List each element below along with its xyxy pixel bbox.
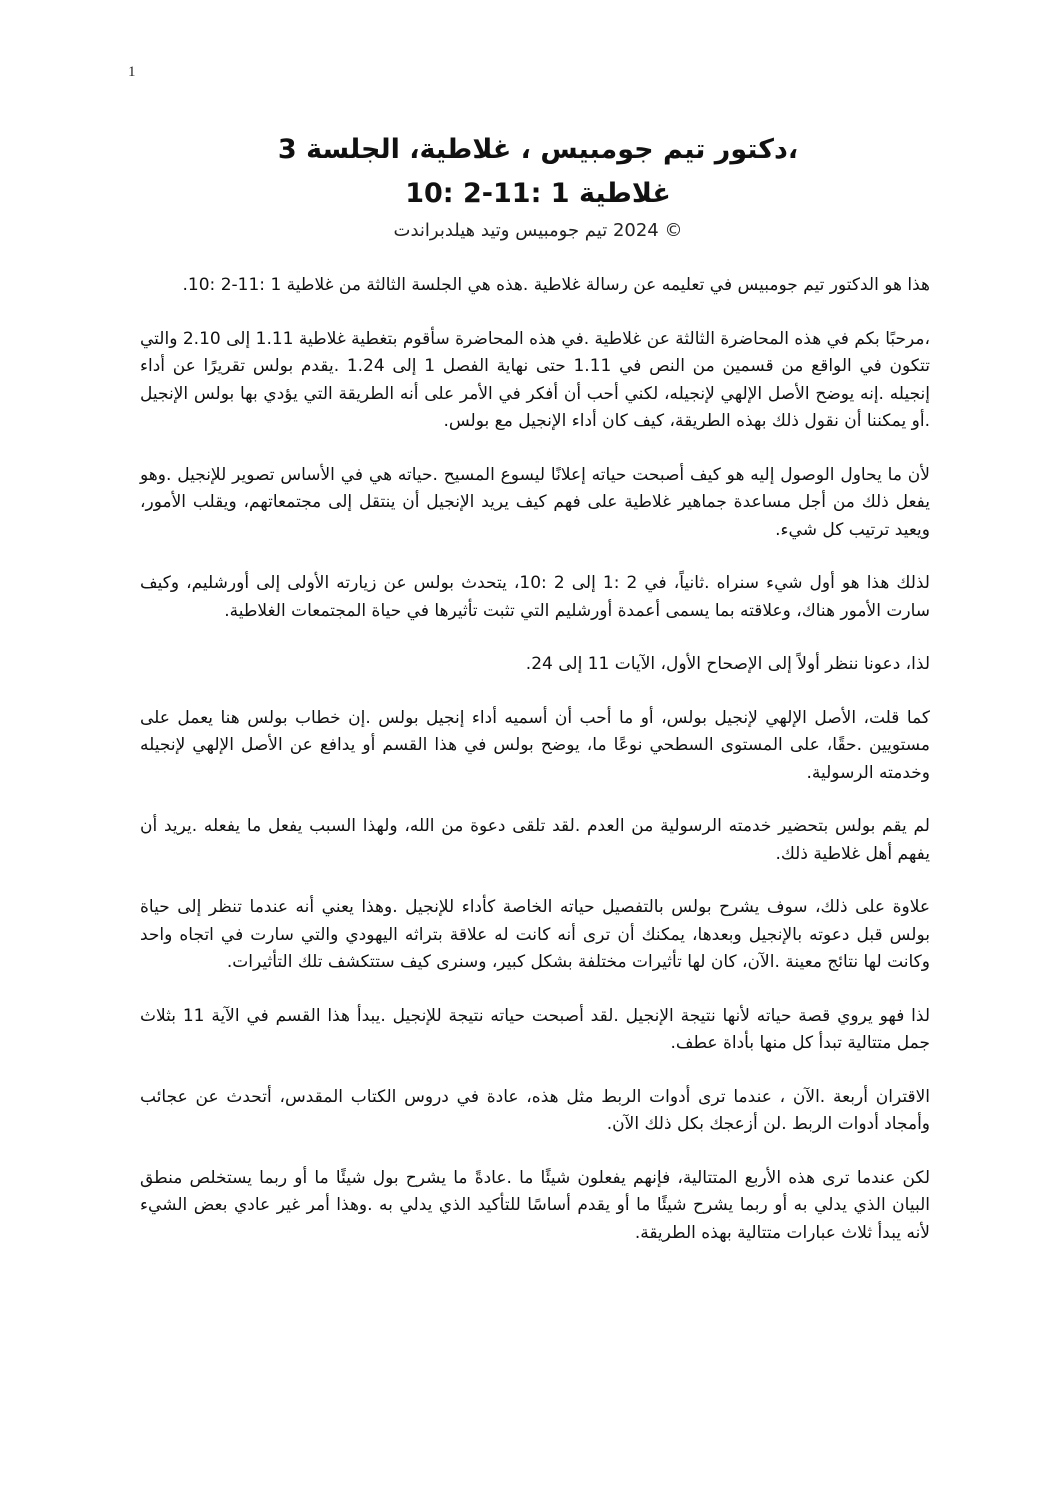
paragraph: هذا هو الدكتور تيم جومبيس في تعليمه عن رسالة غلاطية .هذه هي الجلسة الثالثة من غلاطية 1 :11-2 :10. [182, 275, 930, 295]
page-number: 1 [128, 64, 136, 80]
paragraph: لأن ما يحاول الوصول إليه هو كيف أصبحت حياته إعلانًا ليسوع المسيح .حياته هي في الأساس تصوير للإنجيل .وهو يفعل ذلك من أجل مساعدة جماهير غلاطية على فهم كيف يريد الإنجيل أن ينتقل إلى مجتمعاتهم، ويقلب الأمور، ويعيد ترتيب كل شيء. [140, 464, 930, 540]
paragraph: كما قلت، الأصل الإلهي لإنجيل بولس، أو ما أحب أن أسميه أداء إنجيل بولس .إن خطاب بولس هنا يعمل على مستويين .حقًا، على المستوى السطحي نوعًا ما، يوضح بولس في هذا القسم أو يدافع عن الأصل الإلهي لإنجيله وخدمته الرسولية. [140, 707, 930, 783]
copyright-line: © 2024 تيم جومبيس وتيد هيلدبراندت [393, 220, 683, 241]
paragraph: الاقتران أربعة .الآن ، عندما ترى أدوات الربط مثل هذه، عادة في دروس الكتاب المقدس، أتحدث عن عجائب وأمجاد أدوات الربط .لن أزعجك بكل ذلك الآن. [140, 1086, 930, 1134]
title-block [150, 128, 926, 246]
paragraph: علاوة على ذلك، سوف يشرح بولس بالتفصيل حياته الخاصة كأداء للإنجيل .وهذا يعني أنه عندما تنظر إلى حياة بولس قبل دعوته بالإنجيل وبعدها، يمكنك أن ترى أنه كانت له علاقة بتراثه اليهودي والتي سارت في اتجاه واحد وكانت لها نتائج معينة .الآن، كان لها تأثيرات مختلفة بشكل كبير، وسنرى كيف ستتكشف تلك التأثيرات. [140, 897, 930, 972]
paragraph: لذا فهو يروي قصة حياته لأنها نتيجة الإنجيل .لقد أصبحت حياته نتيجة للإنجيل .يبدأ هذا القسم في الآية 11 بثلاث جمل متتالية تبدأ كل منها بأداة عطف. [140, 1005, 930, 1053]
paragraph: لم يقم بولس بتحضير خدمته الرسولية من العدم .لقد تلقى دعوة من الله، ولهذا السبب يفعل ما يفعله .يريد أن يفهم أهل غلاطية ذلك. [140, 816, 930, 864]
paragraph: ،مرحبًا بكم في هذه المحاضرة الثالثة عن غلاطية .في هذه المحاضرة سأقوم بتغطية غلاطية 1.11 إلى 2.10 والتي تتكون في الواقع من قسمين من النص في 1.11 حتى نهاية الفصل 1 إلى 1.24 .يقدم بولس تقريرًا عن أداء إنجيله .إنه يوضح الأصل الإلهي لإنجيله، لكني أحب أن أفكر في الأمر على أنه الطريقة التي يؤدي بها بولس الإنجيل .أو يمكننا أن نقول ذلك بهذه الطريقة، كيف كان أداء الإنجيل مع بولس. [140, 328, 930, 431]
paragraph: لذا، دعونا ننظر أولاً إلى الإصحاح الأول، الآيات 11 إلى 24. [525, 654, 930, 674]
paragraph: لذلك هذا هو أول شيء سنراه .ثانياً، في 2 :1 إلى 2 :10، يتحدث بولس عن زيارته الأولى إلى أورشليم، وكيف سارت الأمور هناك، وعلاقته بما يسمى أعمدة أورشليم التي تثبت تأثيرها في حياة المجتمعات الغلاطية. [140, 573, 930, 621]
paragraph: لكن عندما ترى هذه الأربع المتتالية، فإنهم يفعلون شيئًا ما .عادةً ما يشرح بول شيئًا ما أو ربما يستخلص منطق البيان الذي يدلي به أو ربما يشرح شيئًا ما أو يقدم أساسًا للتأكيد الذي يدلي به .وهذا أمر غير عادي بعض الشيء لأنه يبدأ ثلاث عبارات متتالية بهذه الطريقة. [140, 1167, 930, 1243]
document-subtitle: غلاطية 1 :11-2 :10 [405, 178, 671, 209]
document-body [140, 272, 930, 1273]
document-title: ،دكتور تيم جومبيس ، غلاطية، الجلسة 3 [277, 134, 799, 165]
